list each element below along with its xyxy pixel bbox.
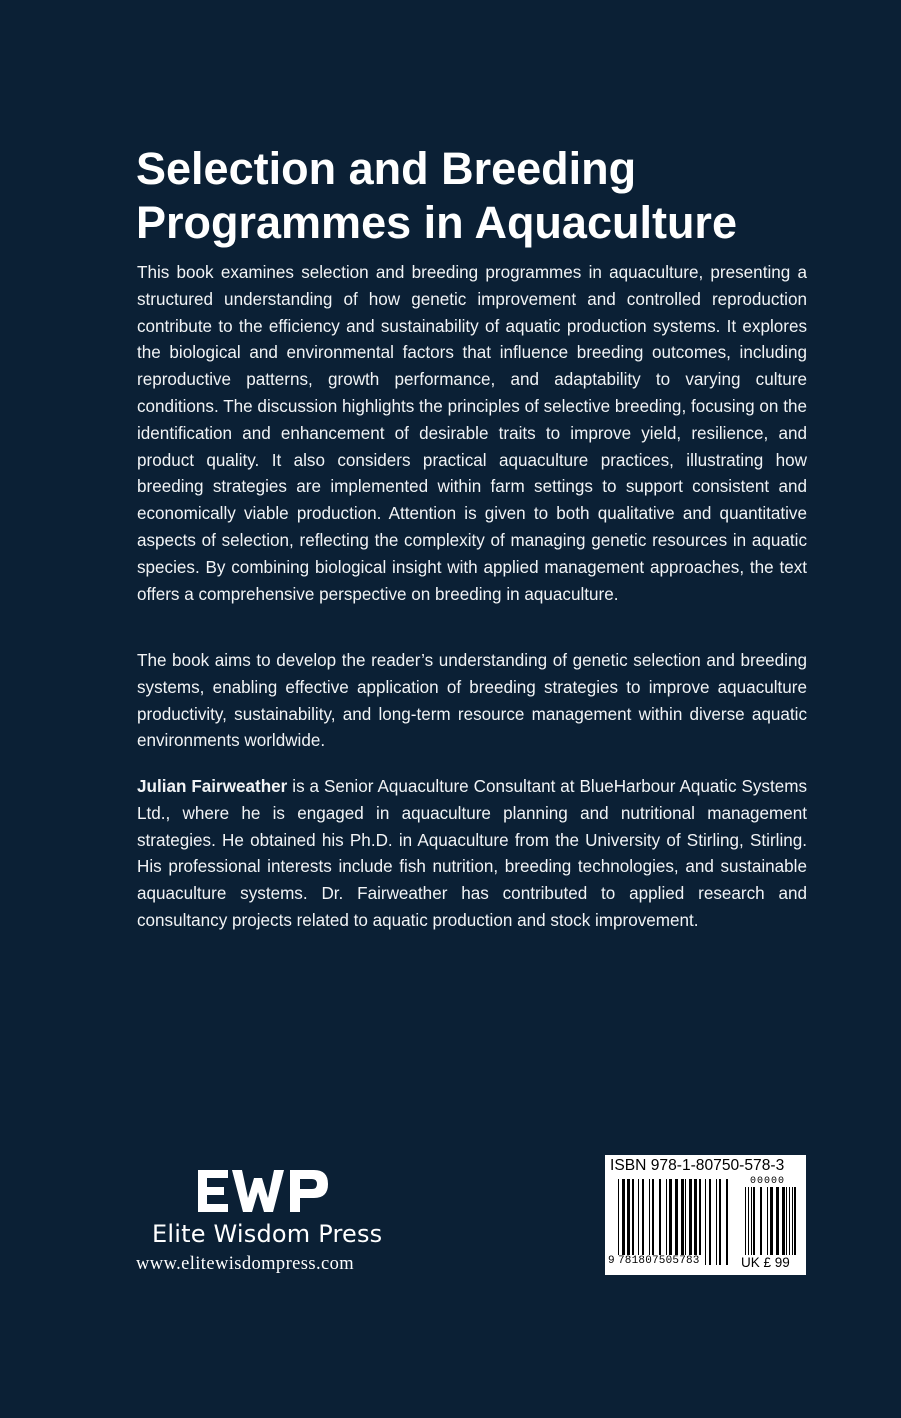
- barcode-main-digits: 781807505783: [618, 1255, 700, 1267]
- author-bio: [137, 774, 807, 935]
- description-paragraph-2: The book aims to develop the reader’s understanding of genetic selection and breeding systems, enabling effective application of breeding strategies to improve aquaculture productivity, sustainability, and long-term resource management within diverse aquatic environments worldwide.: [137, 651, 807, 751]
- barcode-addon-digits: 00000: [750, 1176, 786, 1187]
- book-title: [136, 142, 816, 250]
- book-title-line-1: Selection and Breeding: [136, 143, 637, 194]
- publisher-logo-icon: [198, 1168, 330, 1214]
- price-label: UK £ 99: [741, 1255, 790, 1270]
- author-bio-text: is a Senior Aquaculture Consultant at BlueHarbour Aquatic Systems Ltd., where he is engaged in aquaculture planning and nutritional management strategies. He obtained his Ph.D. in Aquaculture from the University of Stirling, Stirling. His professional interests include fish nutrition, breeding technologies, and sustainable aquaculture systems. Dr. Fairweather has contributed to applied research and consultancy projects related to aquatic production and stock improvement.: [137, 777, 807, 930]
- isbn-barcode: [605, 1155, 806, 1275]
- publisher-url[interactable]: www.elitewisdompress.com: [136, 1254, 355, 1274]
- author-name: Julian Fairweather: [137, 777, 288, 796]
- description-paragraph-1: This book examines selection and breeding programmes in aquaculture, presenting a structured understanding of how genetic improvement and controlled reproduction contribute to the efficiency and sustainability of aquatic production systems. It explores the biological and environmental factors that influence breeding outcomes, including reproductive patterns, growth performance, and adaptability to varying culture conditions. The discussion highlights the principles of selective breeding, focusing on the identification and enhancement of desirable traits to improve yield, resilience, and product quality. It also considers practical aquaculture practices, illustrating how breeding strategies are implemented within farm settings to support consistent and economically viable production. Attention is given to both qualitative and quantitative aspects of selection, reflecting the complexity of managing genetic resources in aquatic species. By combining biological insight with applied management approaches, the text offers a comprehensive perspective on breeding in aquaculture.: [137, 263, 807, 604]
- book-title-line-2: Programmes in Aquaculture: [136, 197, 737, 248]
- barcode-first-digit: 9: [608, 1255, 615, 1267]
- isbn-number: ISBN 978-1-80750-578-3: [610, 1157, 785, 1174]
- publisher-name: Elite Wisdom Press: [152, 1220, 383, 1248]
